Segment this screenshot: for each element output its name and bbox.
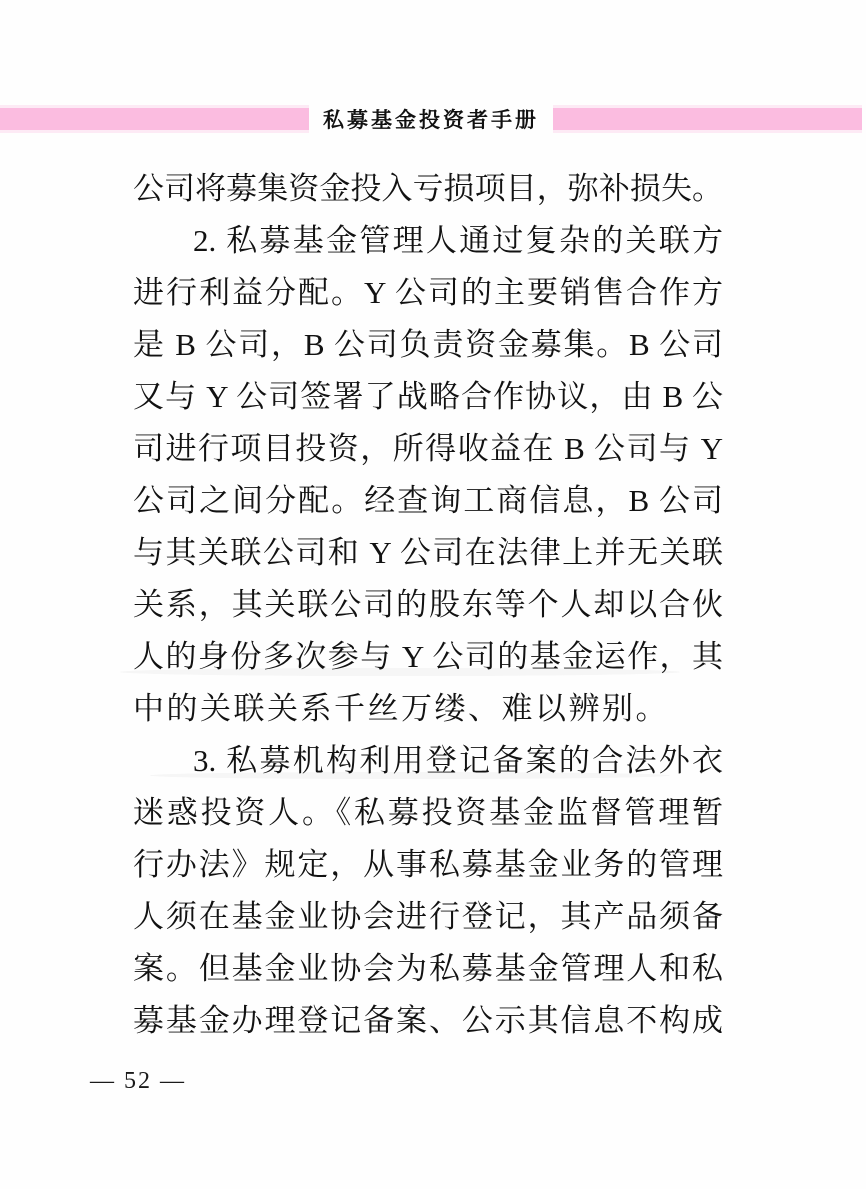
running-head-title: 私募基金投资者手册 [323,109,539,132]
body-line: 案。但基金业协会为私募基金管理人和私 [133,951,723,986]
body-line: 司进行项目投资，所得收益在 B 公司与 Y [133,431,723,466]
body-line: 行办法》规定，从事私募基金业务的管理 [133,847,723,882]
body-line-list-item-3: 3. 私募机构利用登记备案的合法外衣 [193,743,723,778]
page-number: — 52 — [90,1068,186,1094]
body-line: 中的关联关系千丝万缕、难以辨别。 [133,691,669,726]
body-line: 关系，其关联公司的股东等个人却以合伙 [133,587,723,622]
header-rule-right [553,105,862,133]
body-line: 迷惑投资人。《私募投资基金监督管理暂 [133,795,723,830]
header-rule-left [0,105,309,133]
body-line: 募基金办理登记备案、公示其信息不构成 [133,1003,723,1038]
body-line: 公司将募集资金投入亏损项目，弥补损失。 [133,171,723,206]
body-line: 人的身份多次参与 Y 公司的基金运作，其 [133,639,723,674]
body-line-list-item-2: 2. 私募基金管理人通过复杂的关联方 [193,223,723,258]
body-line: 是 B 公司，B 公司负责资金募集。B 公司 [133,327,723,362]
body-line: 又与 Y 公司签署了战略合作协议，由 B 公 [133,379,723,414]
body-line: 与其关联公司和 Y 公司在法律上并无关联 [133,535,723,570]
page-body [133,163,723,1047]
body-line: 人须在基金业协会进行登记，其产品须备 [133,899,723,934]
body-line: 公司之间分配。经查询工商信息，B 公司 [133,483,723,518]
body-line: 进行利益分配。Y 公司的主要销售合作方 [133,275,723,310]
page-header [0,104,866,134]
